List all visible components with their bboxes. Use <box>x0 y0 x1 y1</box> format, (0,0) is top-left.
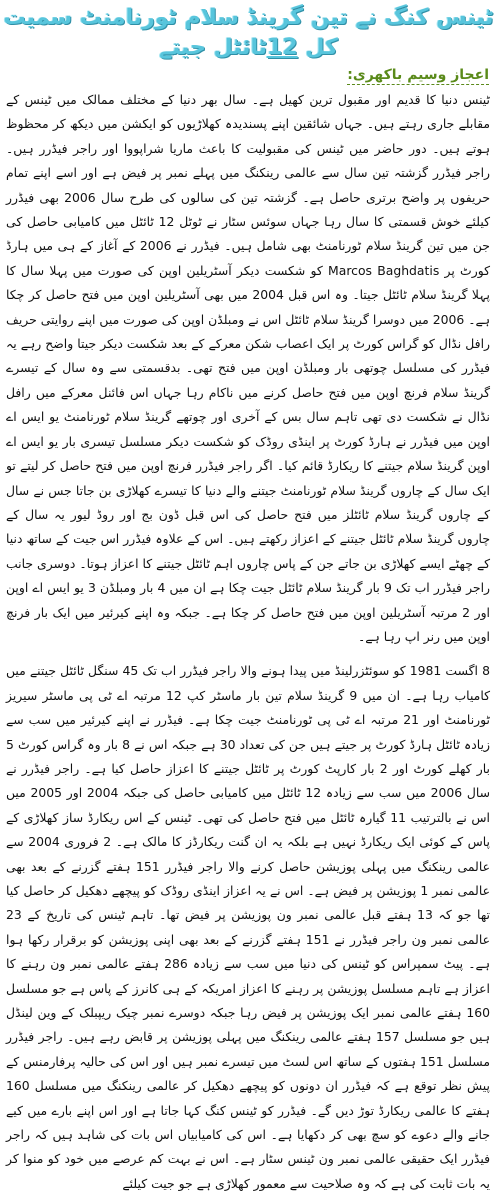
article-paragraph-1: ٹینس دنیا کا قدیم اور مقبول ترین کھیل ہے۔ سال بھر دنیا کے مختلف ممالک میں ٹینس کے مقابلے جاری رہتے ہیں۔ جہاں شائقین اپنے پسندیدہ کھلاڑیوں کو ایکشن میں دیکھ کر محظوظ ہوتے ہیں۔ دور حاضر میں ٹینس کی مقبولیت کا باعث ماریا شراپووا اور راجر فیڈرر ہیں۔ راجر فیڈرر گزشتہ تین سال سے عالمی رینکنگ میں پہلے نمبر پر فیض ہے اور اسے اپنے تمام حریفوں پر واضح برتری حاصل ہے۔ گزشتہ تین کی سالوں کی طرح سال 2006 بھی فیڈرر کیلئے خوش قسمتی کا سال رہا جہاں سوئس سٹار نے ٹوٹل 12 ٹائٹل میں کامیابی حاصل کی جن میں تین گرینڈ سلام ٹورنامنٹ بھی شامل ہیں۔ فیڈرر نے 2006 کے آغاز کے ہی میں ہارڈ کورٹ پر Marcos Baghdatis کو شکست دیکر آسٹریلین اوپن کی صورت میں پہلا سال کا پہلا گرینڈ سلام ٹائٹل جیتا۔ وہ اس قبل 2004 میں بھی آسٹریلین اوپن میں فتح حاصل کر چکا ہے۔ 2006 میں دوسرا گرینڈ سلام ٹائٹل اس نے ومبلڈن اوپن کی صورت میں اپنے روایتی حریف رافل نڈال کو گراس کورٹ پر ایک اعصاب شکن معرکے کے بعد شکست دیکر جیتا واضح رہے یہ فیڈرر کی مسلسل چوتھی بار ومبلڈن اوپن میں فتح تھی۔ بدقسمتی سے وہ سال کے تیسرے گرینڈ سلام فرنچ اوپن میں فتح حاصل کرنے میں ناکام رہا جہاں اس فائنل معرکے میں رافل نڈال نے شکست دی تھی تاہم سال بس کے آخری اور چوتھے گرینڈ سلام ٹورنامنٹ یو ایس اے اوپن میں فیڈرر نے ہارڈ کورٹ پر اینڈی روڈک کو شکست دیکر مسلسل تیسری بار یو ایس اے اوپن گرینڈ سلام جیتنے کا ریکارڈ قائم کیا۔ اگر راجر فیڈرر فرنچ اوپن میں فتح حاصل کر لیتے تو ایک سال کے چاروں گرینڈ سلام ٹورنامنٹ جیتنے والے دنیا کا تیسرے کھلاڑی بن جاتا جس نے سال کے چاروں گرینڈ سلام ٹائٹلز میں فتح حاصل کی اس قبل ڈون بج اور روڈ لیور یہ سال کے چاروں گرینڈ سلام ٹائٹل جیتنے کے اعزاز رکھتے ہیں۔ اس کے علاوہ فیڈرر اس جیت کے ساتھ دنیا کے چھٹے ایسے کھلاڑی بن جاتے جن کے پاس چاروں اہم ٹائٹل جیتنے کا اعزاز ہوتا۔ دوسری جانب راجر فیڈرر اب تک 9 بار گرینڈ سلام ٹائٹل جیت چکا ہے ان میں 4 بار ومبلڈن 3 یو ایس اے اوپن اور 2 مرتبہ آسٹریلین اوپن میں فتح حاصل کر چکا ہے۔ جبکہ وہ اپنے کیرئیر میں ایک بار فرنچ اوپن میں رنر اپ رہا ہے۔ <box>6 92 491 644</box>
article-body <box>6 88 491 1191</box>
headline-line-2 <box>0 34 497 62</box>
headline-line-1: ٹینس کنگ نے تین گرینڈ سلام ٹورنامنٹ سمیت <box>3 5 494 30</box>
headline-title-count: 12 <box>267 35 298 60</box>
article-paragraph-2: 8 اگست 1981 کو سوئٹزرلینڈ میں پیدا ہونے والا راجر فیڈرر اب تک 45 سنگل ٹائٹل جیتنے میں کامیاب رہا ہے۔ ان میں 9 گرینڈ سلام تین بار ماسٹر کپ 12 مرتبہ اے ٹی پی ماسٹر سیریز ٹورنامنٹ اور 21 مرتبہ اے ٹی پی ٹورنامنٹ جیت چکا ہے۔ فیڈرر نے اپنے کیرئیر میں سب سے زیادہ ٹائٹل ہارڈ کورٹ پر جیتے ہیں جن کی تعداد 30 ہے جبکہ اس نے 8 بار وہ گراس کورٹ 5 بار کھلے کورٹ اور 2 بار کارپٹ کورٹ پر ٹائٹل جیتنے کا اعزاز حاصل کیا ہے۔ راجر فیڈرر نے سال 2006 میں سب سے زیادہ 12 ٹائٹل میں کامیابی حاصل کی جبکہ 2004 اور 2005 میں اس نے بالترتیب 11 گیارہ ٹائٹل میں فتح حاصل کی تھی۔ ٹینس کے اس ریکارڈ ساز کھلاڑی کے پاس کے کوئی ایک ریکارڈ نہیں ہے بلکہ یہ ان گنت ریکارڈز کا مالک ہے۔ 2 فروری 2004 سے عالمی رینکنگ میں پہلی پوزیشن حاصل کرنے والا راجر فیڈرر 151 ہفتے گزرنے کے بعد بھی عالمی نمبر 1 پوزیشن پر فیض ہے۔ اس نے یہ اعزاز اینڈی روڈک کو پیچھے دھکیل کر حاصل کیا تھا جو کہ 13 ہفتے قبل عالمی نمبر ون پوزیشن پر فیض تھا۔ تاہم ٹینس کی تاریخ کے 23 عالمی نمبر ون راجر فیڈرر نے 151 ہفتے گزرنے کے بعد بھی اپنی پوزیشن کو برقرار رکھا ہوا ہے۔ پیٹ سمپراس کو ٹینس کی دنیا میں سب سے زیادہ 286 ہفتے عالمی نمبر ون رہنے کا اعزاز ہے تاہم مسلسل پوزیشن پر رہنے کا اعزاز امریکہ کے ہی کانرز کے پاس ہے جو مسلسل 160 ہفتے عالمی نمبر ایک پوزیشن پر فیض رہا جبکہ دوسرے نمبر چیک ریپبلک کے وین لینڈل ہیں جو مسلسل 157 ہفتے عالمی رینکنگ میں پہلی پوزیشن پر قابض رہے ہیں۔ راجر فیڈرر مسلسل 151 ہفتوں کے ساتھ اس لسٹ میں تیسرے نمبر ہیں اور اس کی حالیہ پرفارمنس کے پیش نظر توقع ہے کہ فیڈرر ان دونوں کو پیچھے دھکیل کر عالمی رینکنگ میں مسلسل 160 ہفتے کا عالمی ریکارڈ توڑ دیں گے۔ فیڈرر کو ٹینس کنگ کہا جاتا ہے اور اس اپنے بارے میں کیے جانے والے دعوے کو سچ بھی کر دکھایا ہے۔ اس کی کامیابیاں اس بات کی شاہد ہیں کہ راجر فیڈرر ایک حقیقی عالمی نمبر ون ٹینس سٹار ہے۔ اس نے بہت کم عرصے میں خود کو منوا کر یہ بات ثابت کی ہے کہ وہ صلاحیت سے معمور کھلاڑی ہے جو جیت کیلئے <box>6 663 491 1191</box>
headline <box>0 0 497 64</box>
author-byline: اعجاز وسیم باکھری: <box>347 67 489 83</box>
headline-prefix: کل <box>305 35 338 60</box>
headline-suffix: ٹائٹل جیتے <box>159 35 268 60</box>
